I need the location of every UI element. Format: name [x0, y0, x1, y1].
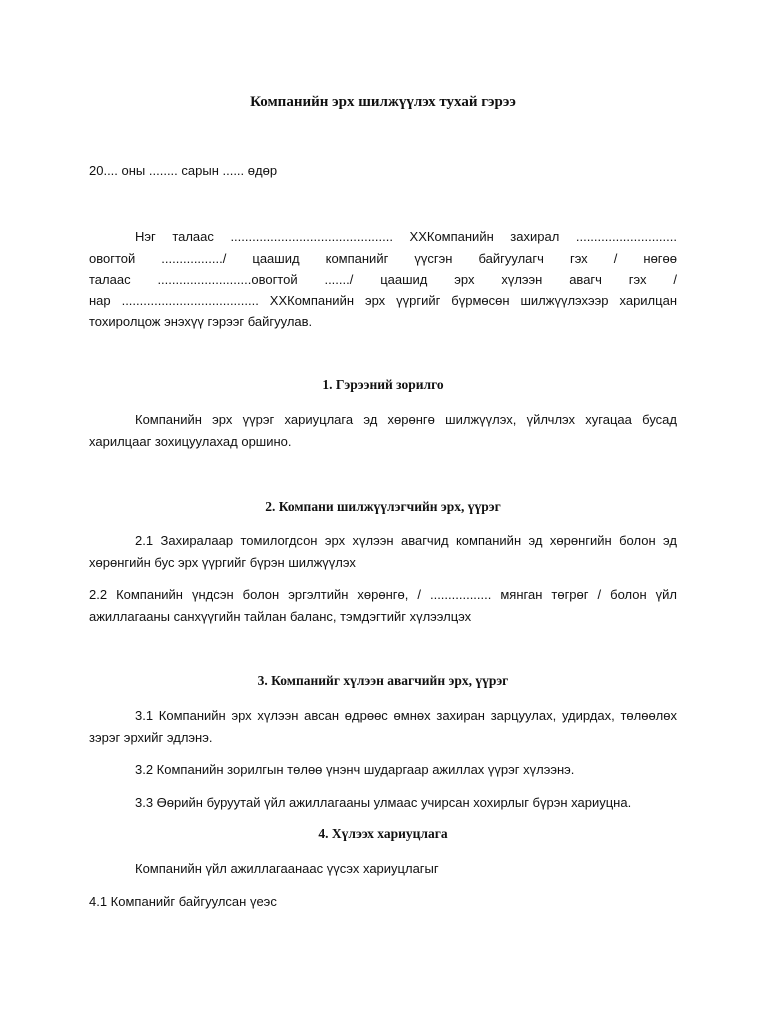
preamble-line-2: овогтой ................./ цаашид компанийг үүсгэн байгуулагч гэх / нөгөө [89, 251, 677, 266]
section-1-text: Компанийн эрх үүрэг хариуцлага эд хөрөнгө шилжүүлэх, үйлчлэх хугацаа бусад харилцааг зохицуулахад оршино. [89, 412, 677, 449]
section-3-heading: 3. Компанийг хүлээн авагчийн эрх, үүрэг [257, 673, 509, 688]
section-3-item-2: 3.2 Компанийн зорилгын төлөө үнэнч шударгаар ажиллах үүрэг хүлээнэ. [135, 762, 575, 777]
preamble-line-1: Нэг талаас ............................................. XXКомпанийн захирал ............................ [135, 229, 677, 244]
section-4-heading: 4. Хүлээх хариуцлага [318, 826, 448, 841]
document-page [89, 0, 677, 1024]
preamble-line-3: талаас ..........................овогтой ......./ цаашид эрх хүлээн авагч гэх / [89, 272, 677, 287]
preamble-line-5: тохиролцож энэхүү гэрээг байгуулав. [89, 314, 313, 329]
section-1-heading: 1. Гэрээний зорилго [322, 377, 444, 392]
section-4-item-1: 4.1 Компанийг байгуулсан үеэс [89, 894, 277, 909]
section-3-item-1: 3.1 Компанийн эрх хүлээн авсан өдрөөс өмнөх захиран зарцуулах, удирдах, төлөөлөх зэрэг эрхийг эдлэнэ. [89, 708, 677, 745]
section-4-intro: Компанийн үйл ажиллагаанаас үүсэх хариуцлагыг [135, 861, 439, 876]
section-3-item-3: 3.3 Өөрийн буруутай үйл ажиллагааны улмаас учирсан хохирлыг бүрэн хариуцна. [135, 795, 632, 810]
preamble-line-4: нар ...................................... XXКомпанийн эрх үүргийг бүрмөсөн шилжүүлэхээр харилцан [89, 293, 677, 308]
document-title: Компанийн эрх шилжүүлэх тухай гэрээ [250, 94, 516, 110]
date-line: 20.... оны ........ сарын ...... өдөр [89, 163, 278, 178]
section-2-item-1: 2.1 Захиралаар томилогдсон эрх хүлээн авагчид компанийн эд хөрөнгийн болон эд хөрөнгийн бус эрх үүргийг бүрэн шилжүүлэх [89, 533, 677, 570]
section-2-item-2: 2.2 Компанийн үндсэн болон эргэлтийн хөрөнгө, / ................. мянган төгрөг / болон үйл ажиллагааны санхүүгийн тайлан баланс, тэмдэгтийг хүлээлцэх [89, 587, 677, 624]
section-2-heading: 2. Компани шилжүүлэгчийн эрх, үүрэг [265, 499, 501, 514]
